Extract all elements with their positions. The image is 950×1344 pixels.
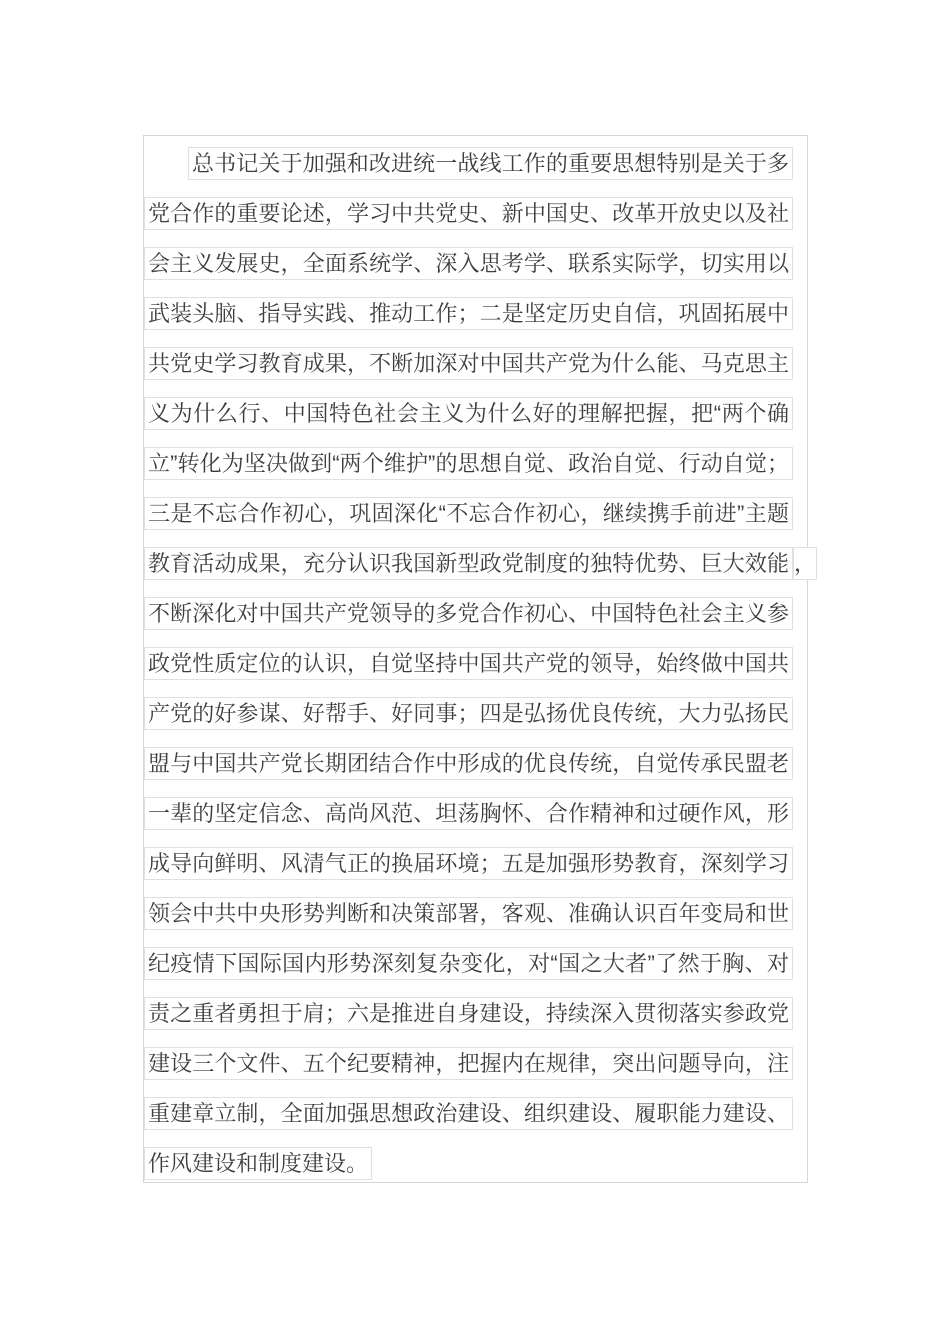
text-line: 一辈的坚定信念、高尚风范、坦荡胸怀、合作精神和过硬作风，形 <box>144 797 793 830</box>
text-line: 不断深化对中国共产党领导的多党合作初心、中国特色社会主义参 <box>144 597 793 630</box>
text-line: 作风建设和制度建设。 <box>144 1147 372 1180</box>
text-line-row <box>144 1047 807 1080</box>
text-line: 党合作的重要论述，学习中共党史、新中国史、改革开放史以及社 <box>144 197 793 230</box>
text-line-row <box>144 147 807 180</box>
text-line-row <box>144 347 807 380</box>
text-line-row <box>144 947 807 980</box>
text-line-row <box>144 997 807 1030</box>
text-line-row <box>144 247 807 280</box>
text-line: 义为什么行、中国特色社会主义为什么好的理解把握，把“两个确 <box>144 397 793 430</box>
text-line: 纪疫情下国际国内形势深刻复杂变化，对“国之大者”了然于胸、对 <box>144 947 793 980</box>
overflow-punctuation-box: ， <box>793 547 817 580</box>
text-line-row <box>144 397 807 430</box>
text-line-row <box>144 297 807 330</box>
text-line-row <box>144 1147 807 1180</box>
text-line: 产党的好参谋、好帮手、好同事；四是弘扬优良传统，大力弘扬民 <box>144 697 793 730</box>
text-line-row <box>144 1097 807 1130</box>
text-line: 成导向鲜明、风清气正的换届环境；五是加强形势教育，深刻学习 <box>144 847 793 880</box>
text-line-row <box>144 797 807 830</box>
text-line: 政党性质定位的认识，自觉坚持中国共产党的领导，始终做中国共 <box>144 647 793 680</box>
text-line: 立”转化为坚决做到“两个维护”的思想自觉、政治自觉、行动自觉； <box>144 447 793 480</box>
text-line-row <box>144 197 807 230</box>
text-line: 教育活动成果，充分认识我国新型政党制度的独特优势、巨大效能 <box>144 547 793 580</box>
text-line-row <box>144 497 807 530</box>
text-line-row <box>144 447 807 480</box>
text-line-row <box>144 897 807 930</box>
text-line-row <box>144 847 807 880</box>
text-line: 盟与中国共产党长期团结合作中形成的优良传统，自觉传承民盟老 <box>144 747 793 780</box>
text-line-row <box>144 547 817 580</box>
text-line-row <box>144 747 807 780</box>
text-line-row <box>144 597 807 630</box>
document-page <box>143 135 817 1183</box>
text-line: 会主义发展史，全面系统学、深入思考学、联系实际学，切实用以 <box>144 247 793 280</box>
text-line: 建设三个文件、五个纪要精神，把握内在规律，突出问题导向，注 <box>144 1047 793 1080</box>
text-line: 三是不忘合作初心，巩固深化“不忘合作初心，继续携手前进”主题 <box>144 497 793 530</box>
text-line: 共党史学习教育成果，不断加深对中国共产党为什么能、马克思主 <box>144 347 793 380</box>
text-line: 总书记关于加强和改进统一战线工作的重要思想特别是关于多 <box>188 147 793 180</box>
text-line-row <box>144 647 807 680</box>
text-line: 领会中共中央形势判断和决策部署，客观、准确认识百年变局和世 <box>144 897 793 930</box>
text-line: 武装头脑、指导实践、推动工作；二是坚定历史自信，巩固拓展中 <box>144 297 793 330</box>
text-line: 重建章立制，全面加强思想政治建设、组织建设、履职能力建设、 <box>144 1097 793 1130</box>
text-line: 责之重者勇担于肩；六是推进自身建设，持续深入贯彻落实参政党 <box>144 997 793 1030</box>
text-line-row <box>144 697 807 730</box>
